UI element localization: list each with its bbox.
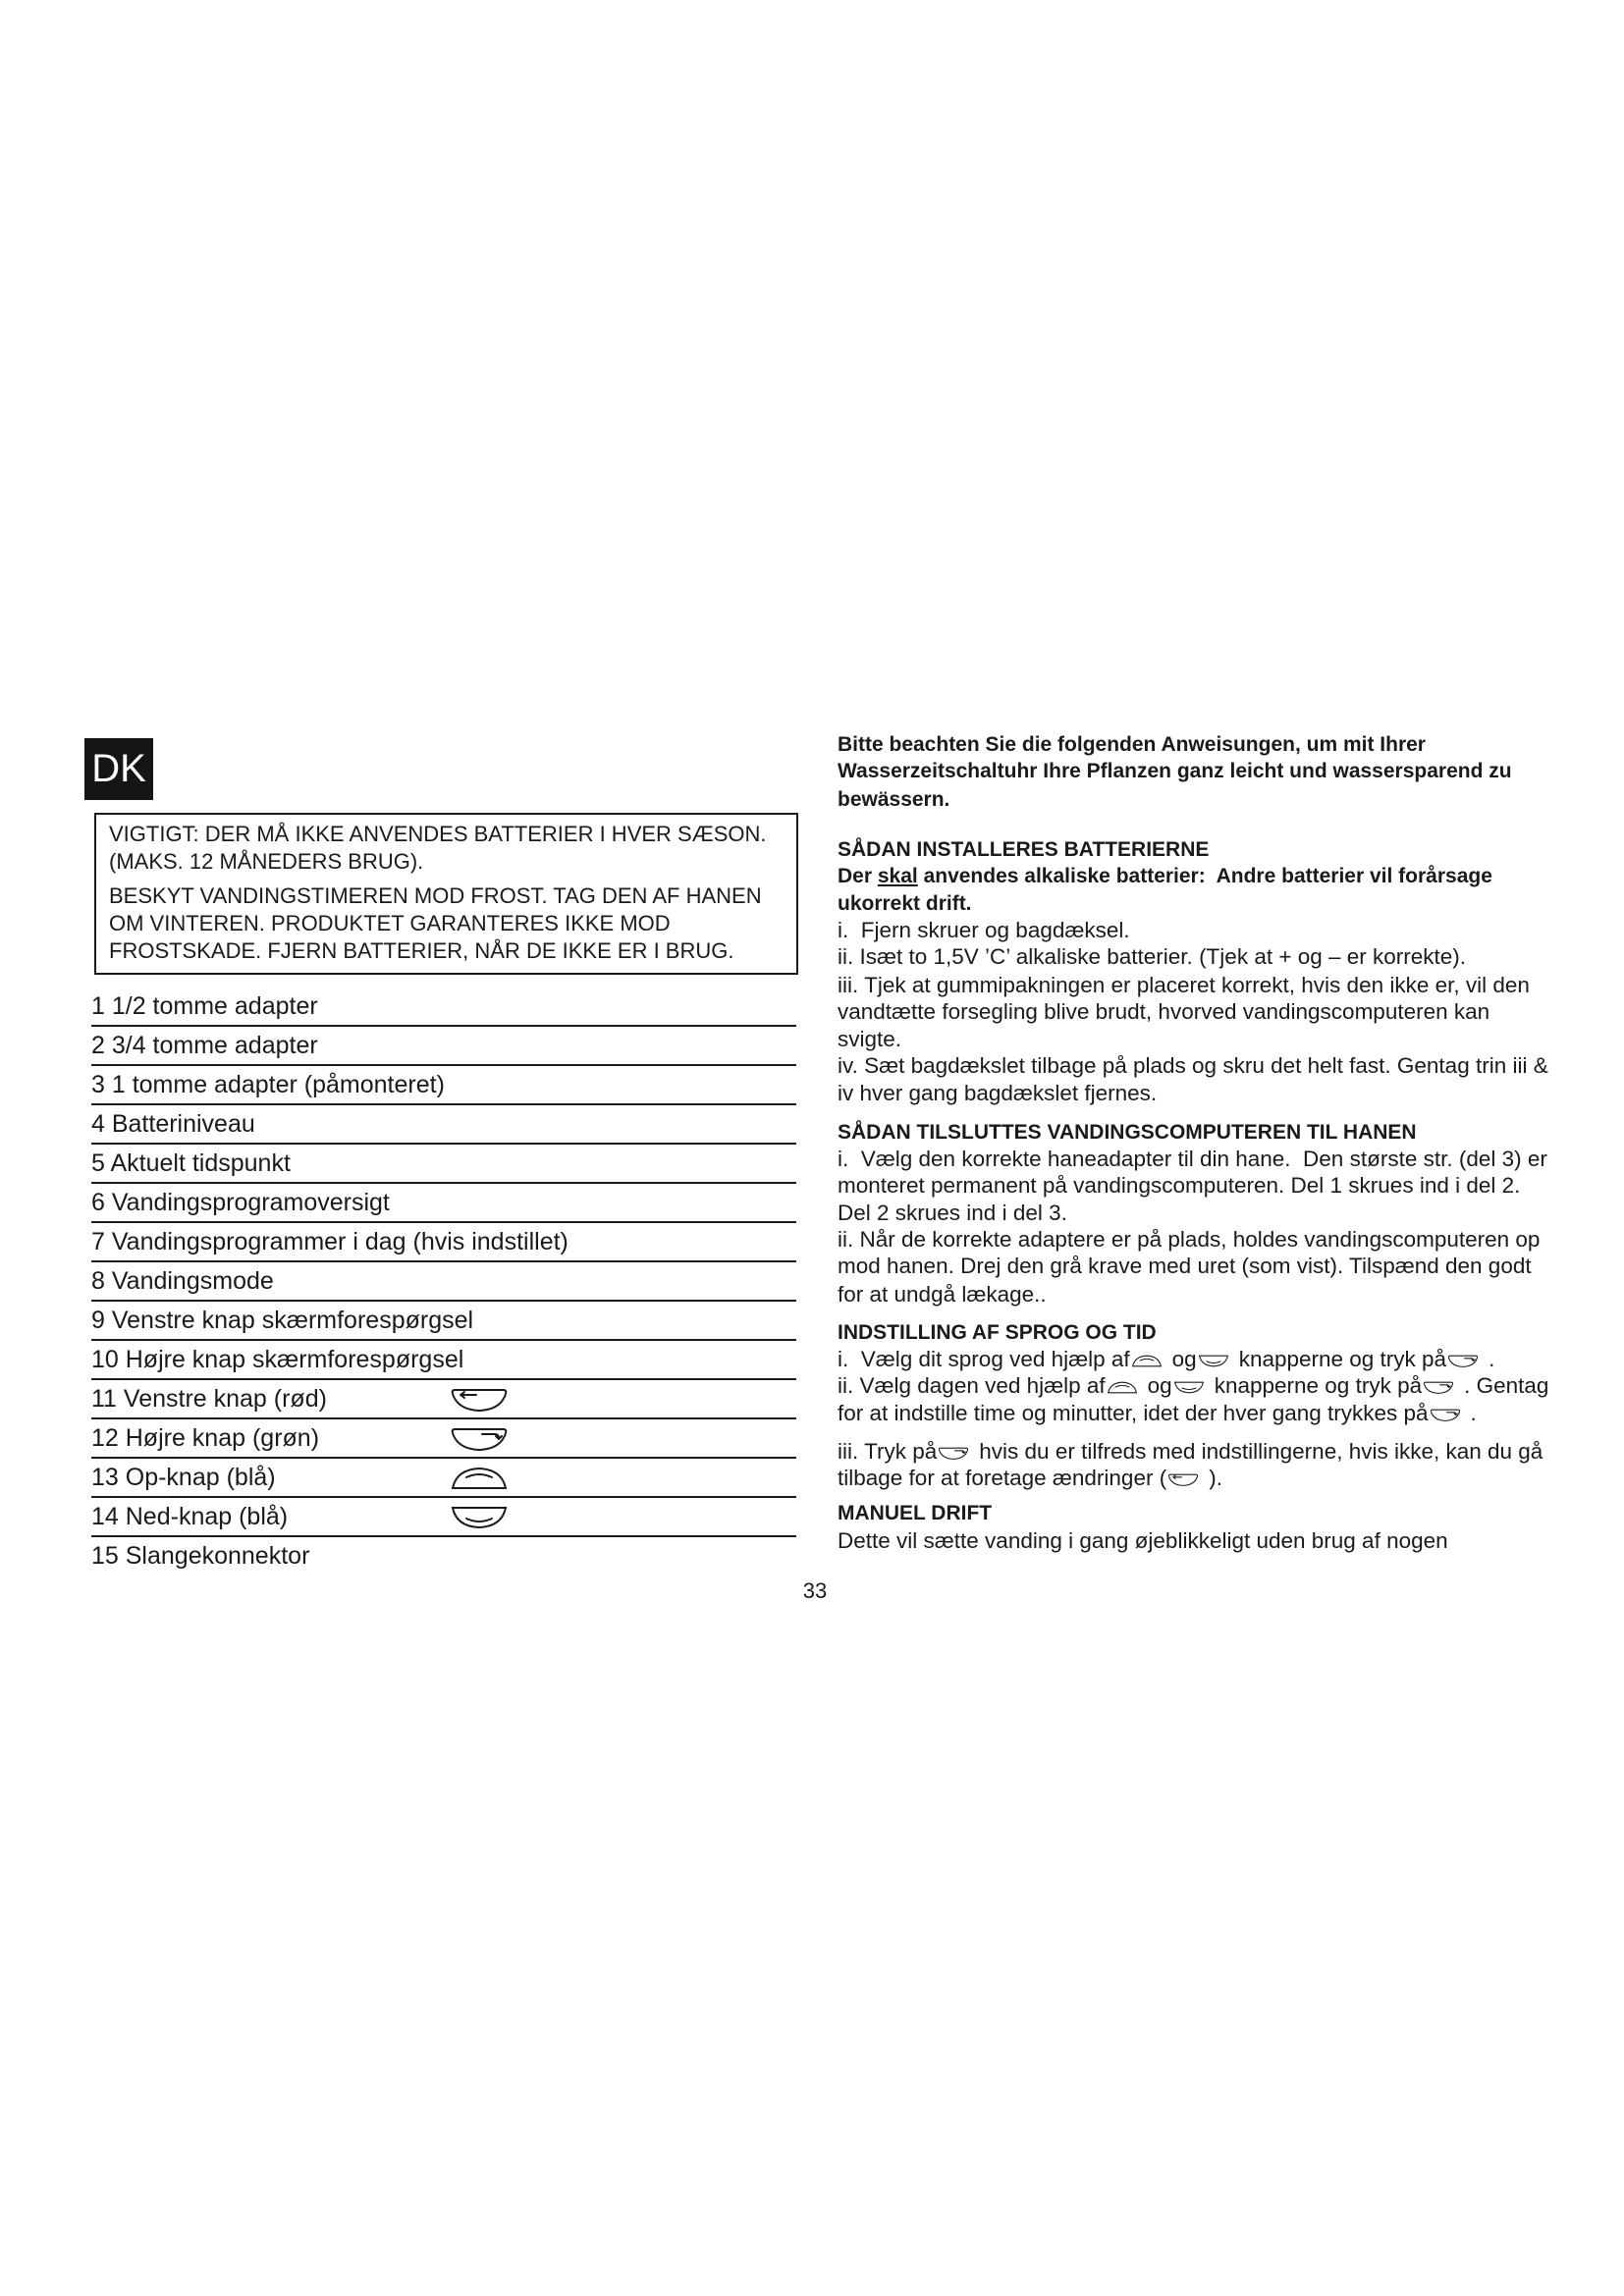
- connect-step-line: Del 2 skrues ind i del 3.: [838, 1201, 1067, 1225]
- parts-list-label: 12 Højre knap (grøn): [91, 1424, 320, 1452]
- right-button-icon: [938, 1446, 969, 1461]
- page-number: 33: [802, 1578, 828, 1603]
- connect-step-line: ii. Når de korrekte adaptere er på plads, holdes vandingscomputeren op: [838, 1227, 1541, 1252]
- warning-paragraph: [109, 821, 796, 876]
- parts-list-item: [91, 1302, 796, 1341]
- battery-step-line: iv hver gang bagdækslet fjernes.: [838, 1081, 1158, 1105]
- step-text: og: [1147, 1373, 1172, 1398]
- left-button-icon: [1167, 1472, 1199, 1487]
- battery-notice-text: anvendes alkaliske batterier: Andre batterier vil forårsage: [917, 865, 1492, 887]
- section-heading-connect: SÅDAN TILSLUTTES VANDINGSCOMPUTEREN TIL HANEN: [838, 1121, 1417, 1144]
- intro-line: Wasserzeitschaltuhr Ihre Pflanzen ganz leicht und wassersparend zu: [838, 760, 1512, 782]
- parts-list-item: [91, 1105, 796, 1145]
- parts-list-label: 6 Vandingsprogramoversigt: [91, 1189, 390, 1216]
- parts-list-label: 2 3/4 tomme adapter: [91, 1032, 318, 1059]
- parts-list-label: 1 1/2 tomme adapter: [91, 992, 318, 1020]
- parts-list-item: [91, 1380, 796, 1419]
- step-text: .: [1489, 1347, 1495, 1371]
- right-button-icon: [1430, 1408, 1461, 1422]
- parts-list-label: 4 Batteriniveau: [91, 1110, 255, 1138]
- battery-step-line: iii. Tjek at gummipakningen er placeret korrekt, hvis den ikke er, vil den: [838, 973, 1530, 997]
- step-text: .: [1470, 1401, 1477, 1425]
- step-text: for at indstille time og minutter, idet der hver gang trykkes på: [838, 1401, 1429, 1425]
- parts-list-item: [91, 1066, 796, 1105]
- parts-list-label: 5 Aktuelt tidspunkt: [91, 1149, 291, 1177]
- section-heading-batteries: SÅDAN INSTALLERES BATTERIERNE: [838, 838, 1210, 861]
- manual-line: Dette vil sætte vanding i gang øjeblikkeligt uden brug af nogen: [838, 1528, 1448, 1553]
- step-text: hvis du er tilfreds med indstillingerne, hvis ikke, kan du gå: [979, 1439, 1543, 1464]
- battery-notice-text: Der: [838, 865, 878, 887]
- language-step-line: [838, 1372, 1548, 1400]
- connect-step-line: mod hanen. Drej den grå krave med uret (som vist). Tilspænd den godt: [838, 1254, 1532, 1278]
- down-button-icon: [1198, 1354, 1229, 1368]
- down-button-icon: [450, 1505, 509, 1530]
- warning-line: FROSTSKADE. FJERN BATTERIER, NÅR DE IKKE ER I BRUG.: [109, 938, 734, 963]
- intro-line: Bitte beachten Sie die folgenden Anweisungen, um mit Ihrer: [838, 733, 1426, 756]
- parts-list-label: 3 1 tomme adapter (påmonteret): [91, 1071, 445, 1098]
- parts-list-item: [91, 1262, 796, 1302]
- parts-list: [91, 988, 796, 1576]
- battery-step-line: i. Fjern skruer og bagdæksel.: [838, 918, 1130, 942]
- parts-list-item: [91, 1184, 796, 1223]
- battery-step-line: svigte.: [838, 1027, 902, 1051]
- step-text: ii. Vælg dagen ved hjælp af: [838, 1373, 1106, 1398]
- up-button-icon: [1107, 1380, 1138, 1395]
- battery-notice-emphasis: skal: [877, 865, 918, 887]
- step-text: ).: [1209, 1466, 1222, 1490]
- battery-notice-continued: ukorrekt drift.: [838, 892, 972, 915]
- right-button-icon: [1423, 1380, 1454, 1395]
- section-heading-manual: MANUEL DRIFT: [838, 1502, 993, 1524]
- up-button-icon: [450, 1466, 509, 1491]
- intro-line: bewässern.: [838, 788, 950, 811]
- parts-list-label: 14 Ned-knap (blå): [91, 1503, 289, 1530]
- step-text: knapperne og tryk på: [1214, 1373, 1423, 1398]
- parts-list-item: [91, 1459, 796, 1498]
- warning-line: VIGTIGT: DER MÅ IKKE ANVENDES BATTERIER I HVER SÆSON.: [109, 822, 767, 846]
- parts-list-item: [91, 1419, 796, 1459]
- connect-step-line: for at undgå lækage..: [838, 1282, 1047, 1307]
- step-text: tilbage for at foretage ændringer (: [838, 1466, 1167, 1490]
- language-badge: DK: [84, 738, 153, 800]
- language-step-line: [838, 1438, 1543, 1466]
- parts-list-item: [91, 1537, 796, 1576]
- right-button-icon: [1447, 1354, 1479, 1368]
- parts-list-label: 15 Slangekonnektor: [91, 1542, 310, 1570]
- parts-list-item: [91, 1223, 796, 1262]
- section-heading-language-time: INDSTILLING AF SPROG OG TID: [838, 1321, 1157, 1344]
- step-text: . Gentag: [1464, 1373, 1549, 1398]
- connect-step-line: i. Vælg den korrekte haneadapter til din hane. Den største str. (del 3) er: [838, 1147, 1547, 1171]
- parts-list-item: [91, 1498, 796, 1537]
- up-button-icon: [1131, 1354, 1163, 1368]
- warning-line: OM VINTEREN. PRODUKTET GARANTERES IKKE MOD: [109, 911, 671, 935]
- parts-list-label: 9 Venstre knap skærmforespørgsel: [91, 1307, 474, 1334]
- step-text: knapperne og tryk på: [1238, 1347, 1447, 1371]
- step-text: i. Vælg dit sprog ved hjælp af: [838, 1347, 1130, 1371]
- battery-notice: [838, 863, 1492, 890]
- parts-list-label: 11 Venstre knap (rød): [91, 1385, 327, 1413]
- battery-step-line: vandtætte forsegling blive brudt, hvorved vandingscomputeren kan: [838, 999, 1490, 1024]
- connect-step-line: monteret permanent på vandingscomputeren. Del 1 skrues ind i del 2.: [838, 1173, 1521, 1198]
- parts-list-item: [91, 988, 796, 1027]
- warning-line: (MAKS. 12 MÅNEDERS BRUG).: [109, 849, 424, 874]
- step-text: og: [1171, 1347, 1197, 1371]
- parts-list-label: 7 Vandingsprogrammer i dag (hvis indstillet): [91, 1228, 568, 1255]
- step-text: iii. Tryk på: [838, 1439, 938, 1464]
- warning-paragraph: [109, 882, 796, 965]
- language-step-line: [838, 1465, 1222, 1492]
- parts-list-item: [91, 1027, 796, 1066]
- warning-box: [94, 813, 798, 975]
- left-button-icon: [450, 1387, 509, 1413]
- parts-list-label: 13 Op-knap (blå): [91, 1464, 276, 1491]
- language-step-line: [838, 1400, 1477, 1427]
- down-button-icon: [1173, 1380, 1205, 1395]
- right-button-icon: [450, 1426, 509, 1452]
- parts-list-item: [91, 1341, 796, 1380]
- parts-list-label: 10 Højre knap skærmforespørgsel: [91, 1346, 464, 1373]
- battery-step-line: iv. Sæt bagdækslet tilbage på plads og skru det helt fast. Gentag trin iii &: [838, 1053, 1548, 1078]
- battery-step-line: ii. Isæt to 1,5V ’C’ alkaliske batterier. (Tjek at + og – er korrekte).: [838, 944, 1467, 969]
- parts-list-item: [91, 1145, 796, 1184]
- language-step-line: [838, 1346, 1494, 1373]
- parts-list-label: 8 Vandingsmode: [91, 1267, 274, 1295]
- warning-line: BESKYT VANDINGSTIMEREN MOD FROST. TAG DEN AF HANEN: [109, 883, 762, 908]
